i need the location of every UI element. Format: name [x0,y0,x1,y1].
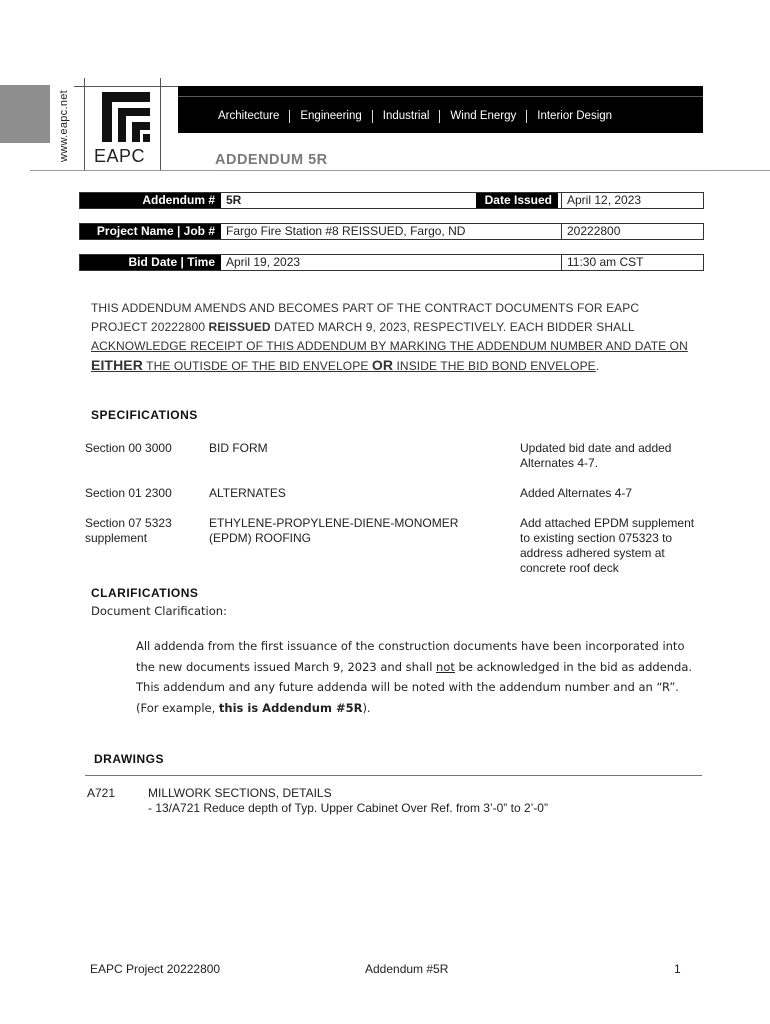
nav-bar [178,86,703,133]
bid-time-value: 11:30 am CST [567,255,644,269]
logo-frame-top-line [74,86,178,87]
eapc-logo-icon [102,92,150,142]
bid-row [79,254,704,271]
date-issued-value: April 12, 2023 [567,193,642,207]
addendum-label: Addendum # [80,193,221,208]
intro-text-1: THIS ADDENDUM AMENDS AND BECOMES PART OF THE CONTRACT DOCUMENTS FOR EAPC PROJECT 20222800 [91,301,640,334]
clarifications-heading: CLARIFICATIONS [91,586,199,600]
spec-section: Section 07 5323 supplement [85,516,172,545]
bid-date-value: April 19, 2023 [226,255,301,269]
page-number: 1 [674,962,681,976]
nav-item-architecture[interactable]: Architecture [208,110,290,123]
intro-or: OR [371,357,394,373]
bid-label: Bid Date | Time [80,255,221,270]
spec-title: BID FORM [209,441,268,455]
nav-item-wind-energy[interactable]: Wind Energy [440,110,527,123]
website-vertical-text [55,84,69,170]
nav-item-industrial[interactable]: Industrial [373,110,441,123]
nav-item-engineering[interactable]: Engineering [290,110,372,123]
grey-side-tab [0,85,50,143]
spec-row [85,441,705,473]
nav-item-interior-design[interactable]: Interior Design [537,110,613,122]
drawings-heading: DRAWINGS [94,752,164,766]
spec-note: Added Alternates 4-7 [520,486,633,500]
project-label: Project Name | Job # [80,224,221,239]
specifications-heading: SPECIFICATIONS [91,408,198,422]
project-value: Fargo Fire Station #8 REISSUED, Fargo, ND [226,224,466,238]
spec-title: ALTERNATES [209,486,286,500]
intro-paragraph [91,299,691,376]
job-value: 20222800 [567,224,621,238]
clarification-example: this is Addendum #5R [218,700,363,715]
intro-outside-text: THE OUTISDE OF THE BID ENVELOPE [142,359,372,373]
footer-addendum: Addendum #5R [365,962,449,976]
title-rule [215,170,715,171]
nav-bar-line [178,96,703,97]
logo-frame-right-line [160,78,161,170]
spec-section: Section 01 2300 [85,486,172,500]
intro-period: . [595,359,600,373]
logo-frame-left-line [84,78,85,170]
clarification-text-2: be acknowledged in the bid as addenda. This addendum and any future addenda will be noted with the addendum number and an “R”. (For example, [136,659,693,715]
intro-text-2: DATED MARCH 9, 2023, RESPECTIVELY. EACH BIDDER SHALL [270,320,635,334]
drawings-rule [85,775,702,776]
nav-list [208,110,622,123]
intro-either: EITHER [91,357,143,373]
logo-text: EAPC [94,146,146,166]
spec-row [85,486,705,502]
drawing-note: - 13/A721 Reduce depth of Typ. Upper Cabinet Over Ref. from 3’-0” to 2’-0” [148,801,548,815]
addendum-row [79,192,704,209]
spec-note: Add attached EPDM supplement to existing section 075323 to address adhered system at concrete roof deck [520,516,695,575]
clarification-text-1: All addenda from the first issuance of the construction documents have been incorporated into the new documents issued March 9, 2023 and shall [136,639,685,674]
intro-reissued: REISSUED [208,320,271,334]
project-row [79,223,704,240]
drawing-title: MILLWORK SECTIONS, DETAILS [148,786,332,800]
spec-title: ETHYLENE-PROPYLENE-DIENE-MONOMER (EPDM) ROOFING [209,516,459,545]
website-text: www.eapc.net [58,89,70,163]
clarification-body [136,636,696,718]
date-issued-label: Date Issued [476,193,558,208]
spec-section: Section 00 3000 [85,441,172,455]
clarification-not: not [436,659,455,674]
clarification-text-3: ). [362,700,371,715]
drawing-code: A721 [87,786,116,800]
intro-ack-text: ACKNOWLEDGE RECEIPT OF THIS ADDENDUM BY MARKING THE ADDENDUM NUMBER AND DATE ON [91,339,688,353]
spec-note: Updated bid date and added Alternates 4-7. [520,441,672,470]
addendum-value: 5R [226,193,242,207]
clarification-subheading: Document Clarification: [91,604,227,618]
intro-inside-text: INSIDE THE BID BOND ENVELOPE [393,359,596,373]
footer-project: EAPC Project 20222800 [90,962,221,976]
spec-row [85,516,705,578]
page-title: ADDENDUM 5R [215,152,328,168]
